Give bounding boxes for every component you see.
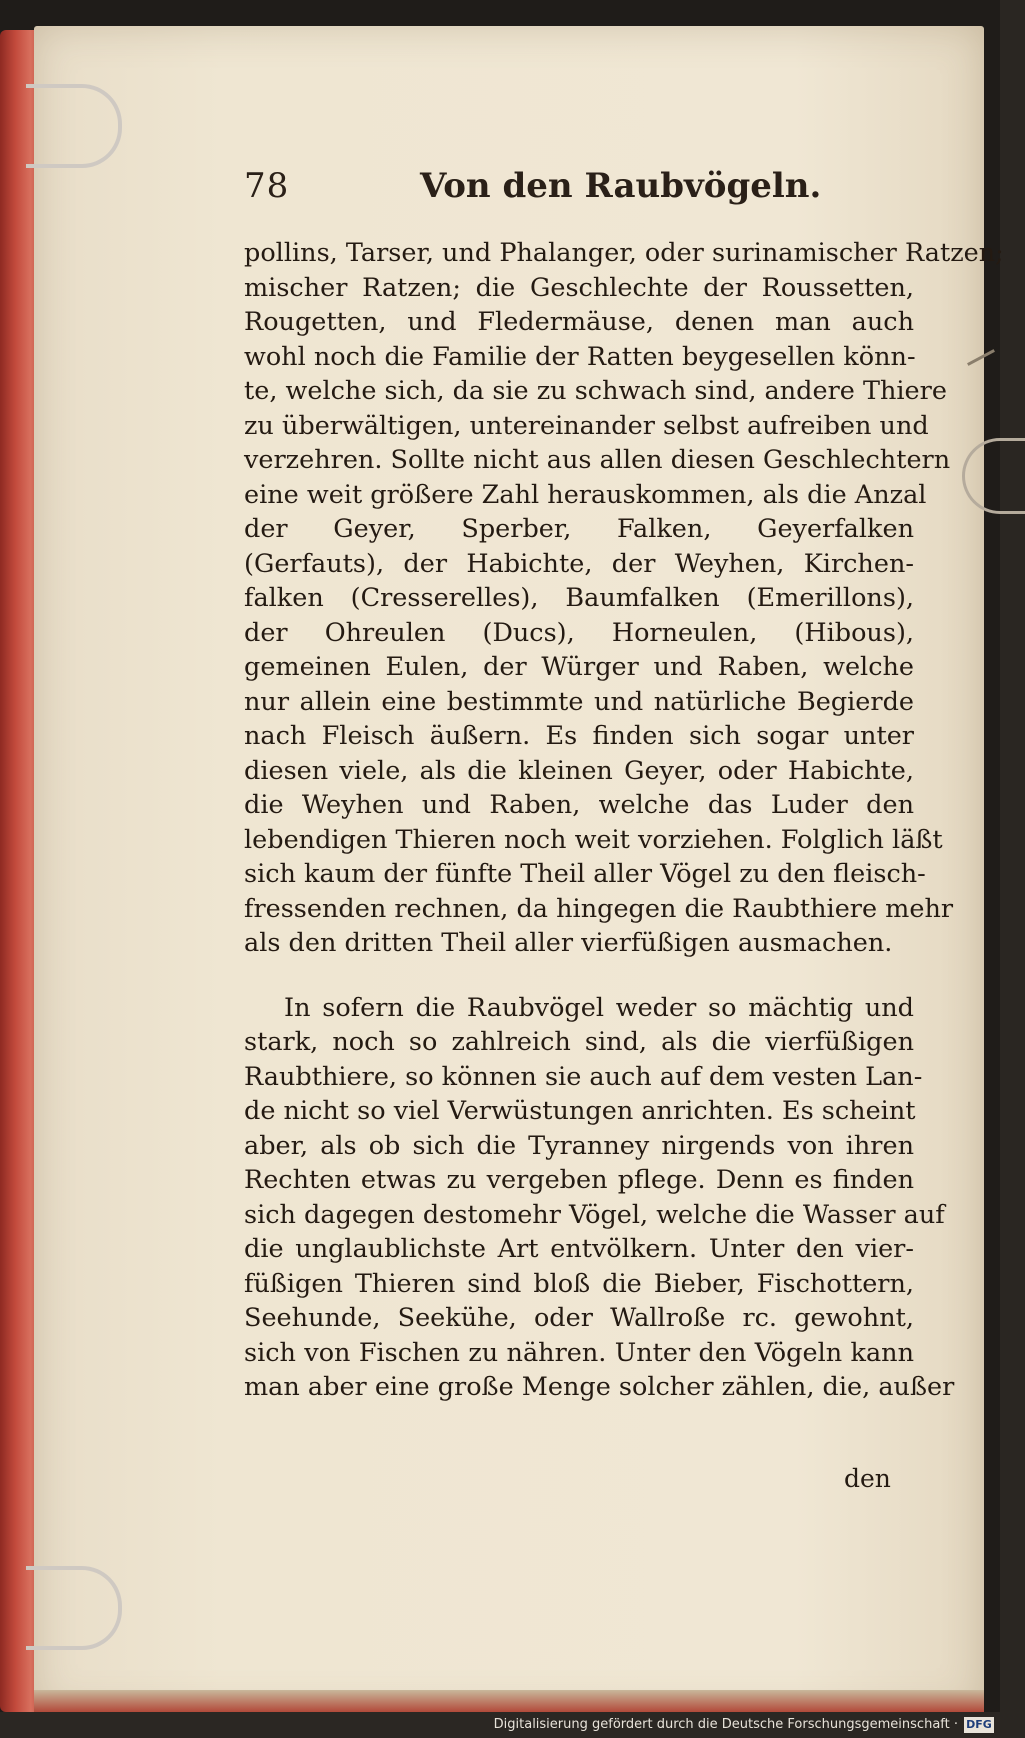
text-line: Raubthiere, so können sie auch auf dem vesten Lan- bbox=[244, 1061, 923, 1092]
text-line: sich kaum der fünfte Theil aller Vögel zu den fleisch- bbox=[244, 859, 926, 889]
text-line: In sofern die Raubvögel weder so mächtig und bbox=[284, 992, 914, 1023]
text-line: nur allein eine bestimmte und natürliche Begierde bbox=[244, 686, 914, 717]
text-line: eine weit größere Zahl herauskommen, als die Anzal bbox=[244, 479, 927, 510]
text-line: Seehunde, Seekühe, oder Wallroße rc. gewohnt, bbox=[244, 1303, 914, 1333]
book-bottom-edge bbox=[34, 1690, 984, 1712]
body-text bbox=[244, 236, 1004, 1405]
text-line: de nicht so viel Verwüstungen anrichten. Es scheint bbox=[244, 1096, 916, 1126]
text-line: fressenden rechnen, da hingegen die Raubthiere mehr bbox=[244, 893, 954, 924]
funding-credit: Digitalisierung gefördert durch die Deutsche Forschungsgemeinschaft · bbox=[493, 1717, 958, 1732]
text-line: die unglaublichste Art entvölkern. Unter den vier- bbox=[244, 1234, 914, 1264]
text-line: gemeinen Eulen, der Würger und Raben, welche bbox=[244, 652, 914, 682]
book-page bbox=[34, 26, 1004, 1712]
text-line: der Geyer, Sperber, Falken, Geyerfalken bbox=[244, 514, 914, 544]
text-line: sich von Fischen zu nähren. Unter den Vögeln kann bbox=[244, 1337, 914, 1368]
running-head: Von den Raubvögeln. bbox=[420, 166, 822, 206]
page-curl-mark bbox=[962, 438, 1025, 514]
text-line: der Ohreulen (Ducs), Horneulen, (Hibous), bbox=[244, 617, 914, 648]
text-line: verzehren. Sollte nicht aus allen diesen Geschlechtern bbox=[244, 445, 951, 475]
text-line: die Weyhen und Raben, welche das Luder den bbox=[244, 790, 914, 820]
page-header bbox=[244, 166, 914, 226]
page-clip-bottom-icon bbox=[26, 1566, 122, 1650]
text-line: füßigen Thieren sind bloß die Bieber, Fischottern, bbox=[244, 1268, 914, 1299]
text-line: stark, noch so zahlreich sind, als die vierfüßigen bbox=[244, 1027, 914, 1057]
paragraph-gap bbox=[244, 961, 914, 991]
dfg-logo-icon: DFG bbox=[964, 1717, 994, 1733]
text-line: Rechten etwas zu vergeben pflege. Denn es finden bbox=[244, 1165, 914, 1195]
text-line: Rougetten, und Fledermäuse, denen man auch bbox=[244, 307, 914, 337]
text-line: diesen viele, als die kleinen Geyer, oder Habichte, bbox=[244, 755, 914, 786]
text-line: als den dritten Theil aller vierfüßigen ausmachen. bbox=[244, 928, 893, 958]
page-clip-top-icon bbox=[26, 84, 122, 168]
text-line: te, welche sich, da sie zu schwach sind, andere Thiere bbox=[244, 376, 947, 406]
text-line: man aber eine große Menge solcher zählen, die, außer bbox=[244, 1372, 955, 1402]
catchword: den bbox=[844, 1464, 891, 1493]
text-line: nach Fleisch äußern. Es finden sich sogar unter bbox=[244, 721, 914, 751]
text-line: lebendigen Thieren noch weit vorziehen. Folglich läßt bbox=[244, 824, 943, 855]
page-number: 78 bbox=[244, 166, 290, 206]
ink-mark bbox=[967, 349, 995, 366]
text-line: pollins, Tarser, und Phalanger, oder surinamischer Ratzen; bbox=[244, 238, 1004, 268]
text-line: sich dagegen destomehr Vögel, welche die Wasser auf bbox=[244, 1199, 945, 1230]
footer-bar bbox=[0, 1712, 1000, 1738]
text-line: aber, als ob sich die Tyranney nirgends von ihren bbox=[244, 1130, 914, 1161]
text-line: zu überwältigen, untereinander selbst aufreiben und bbox=[244, 410, 929, 441]
text-line: (Gerfauts), der Habichte, der Weyhen, Kirchen- bbox=[244, 548, 914, 579]
text-line: mischer Ratzen; die Geschlechte der Roussetten, bbox=[244, 272, 914, 303]
text-line: falken (Cresserelles), Baumfalken (Emerillons), bbox=[244, 583, 914, 613]
text-line: wohl noch die Familie der Ratten beygesellen könn- bbox=[244, 341, 916, 372]
